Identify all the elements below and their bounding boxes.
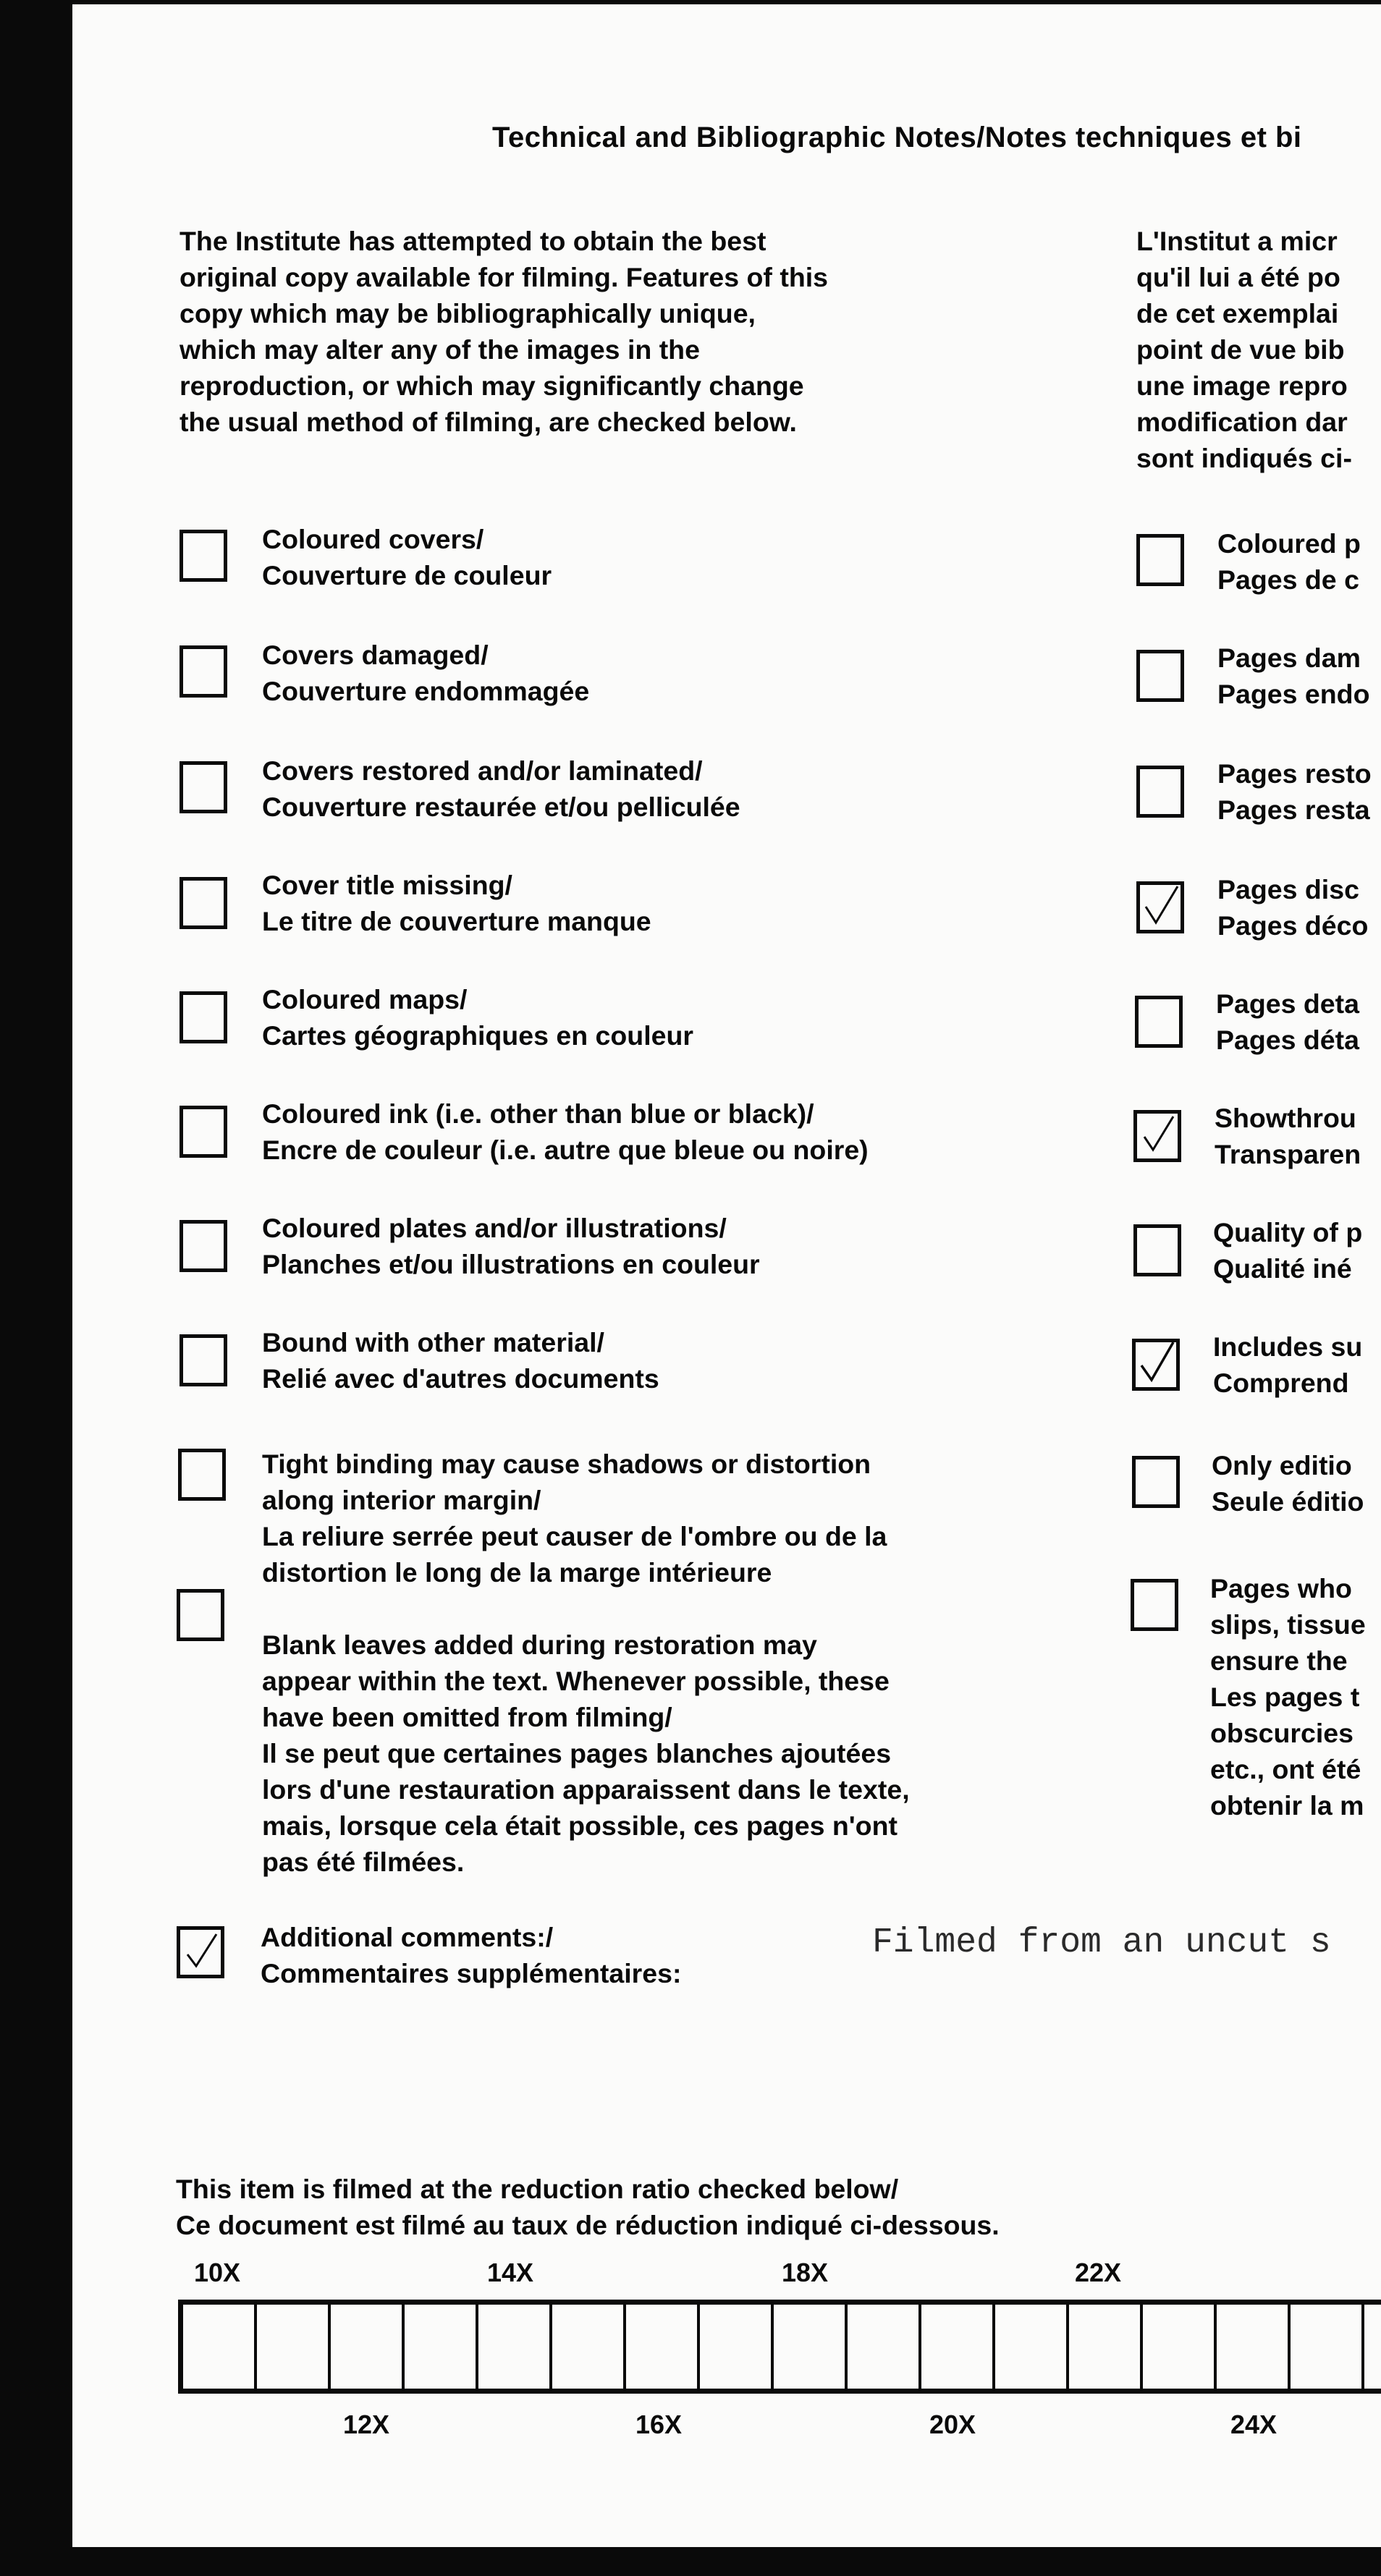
item-pages-damaged	[1217, 640, 1369, 712]
item-label-line: Cover title missing/	[262, 870, 512, 900]
item-label-line: Tight binding may cause shadows or distortion	[262, 1449, 871, 1479]
item-label-line: Il se peut que certaines pages blanches ajoutées	[262, 1738, 892, 1768]
ratio-cell[interactable]	[183, 2305, 257, 2389]
ratio-cell[interactable]	[552, 2305, 626, 2389]
intro-fr-line: modification dar	[1136, 407, 1348, 437]
item-cover-title-missing	[262, 867, 651, 939]
item-label-line: mais, lorsque cela était possible, ces pages n'ont	[262, 1810, 898, 1841]
ratio-cell[interactable]	[995, 2305, 1069, 2389]
ratio-label-10x: 10X	[194, 2258, 241, 2287]
intro-en-line: which may alter any of the images in the	[180, 334, 700, 365]
checkbox-coloured-ink[interactable]	[180, 1106, 227, 1158]
checkbox-blank-leaves[interactable]	[177, 1589, 224, 1641]
checkbox-only-edition[interactable]	[1132, 1456, 1180, 1508]
ratio-label-12x: 12X	[343, 2410, 390, 2439]
checkbox-coloured-maps[interactable]	[180, 991, 227, 1043]
item-label-line: pas été filmées.	[262, 1847, 465, 1877]
intro-fr-line: sont indiqués ci-	[1136, 443, 1352, 473]
item-label-line: Pages dam	[1217, 643, 1361, 673]
item-label-line: Pages endo	[1217, 679, 1370, 709]
item-additional-comments	[261, 1919, 681, 1991]
item-label-line: Covers damaged/	[262, 640, 489, 670]
item-label-line: Pages disc	[1217, 874, 1359, 904]
intro-fr-line: qu'il lui a été po	[1136, 262, 1340, 292]
item-label-line: Additional comments:/	[261, 1922, 554, 1952]
ratio-cell[interactable]	[1069, 2305, 1143, 2389]
checkbox-coloured-pages[interactable]	[1136, 534, 1184, 586]
intro-fr-line: point de vue bib	[1136, 334, 1345, 365]
checkbox-covers-damaged[interactable]	[180, 645, 227, 698]
item-label-line: Relié avec d'autres documents	[262, 1363, 659, 1394]
item-showthrough	[1215, 1100, 1361, 1172]
intro-fr-line: de cet exemplai	[1136, 298, 1339, 329]
item-covers-restored	[262, 753, 740, 825]
checkbox-cover-title-missing[interactable]	[180, 877, 227, 929]
ratio-cell[interactable]	[626, 2305, 700, 2389]
checkbox-pages-obscured[interactable]	[1131, 1579, 1178, 1631]
item-bound-with	[262, 1324, 659, 1397]
item-coloured-pages	[1217, 525, 1361, 598]
item-coloured-ink	[262, 1096, 869, 1168]
checkmark-icon	[1137, 1114, 1178, 1158]
item-label-line: Les pages t	[1210, 1682, 1360, 1712]
intro-french	[1136, 223, 1352, 476]
checkmark-icon	[180, 1930, 221, 1975]
intro-en-line: the usual method of filming, are checked below.	[180, 407, 797, 437]
item-blank-leaves	[262, 1627, 910, 1880]
item-label-line: Encre de couleur (i.e. autre que bleue ou noire)	[262, 1135, 869, 1165]
item-label-line: Pages de c	[1217, 564, 1359, 595]
checkmark-icon	[1136, 1342, 1176, 1387]
ratio-cell[interactable]	[921, 2305, 995, 2389]
ratio-label-14x: 14X	[487, 2258, 534, 2287]
item-quality-of-print	[1213, 1214, 1362, 1287]
ratio-cell[interactable]	[700, 2305, 774, 2389]
item-label-line: Pages deta	[1216, 988, 1360, 1019]
item-label-line: Pages resto	[1217, 758, 1372, 789]
ratio-cell[interactable]	[774, 2305, 848, 2389]
item-label-line: La reliure serrée peut causer de l'ombre ou de la	[262, 1521, 887, 1551]
item-label-line: Commentaires supplémentaires:	[261, 1958, 682, 1988]
item-pages-obscured	[1210, 1570, 1366, 1823]
item-coloured-plates	[262, 1210, 760, 1282]
item-pages-detached	[1216, 986, 1359, 1058]
checkbox-bound-with[interactable]	[180, 1334, 227, 1386]
item-label-line: Transparen	[1215, 1139, 1361, 1169]
item-label-line: slips, tissue	[1210, 1609, 1366, 1640]
item-label-line: Planches et/ou illustrations en couleur	[262, 1249, 760, 1279]
item-label-line: obtenir la m	[1210, 1790, 1364, 1821]
reduction-ratio-strip	[178, 2300, 1381, 2394]
ratio-cell[interactable]	[405, 2305, 478, 2389]
ratio-cell[interactable]	[257, 2305, 331, 2389]
item-pages-restored	[1217, 755, 1372, 828]
checkbox-showthrough[interactable]	[1133, 1110, 1181, 1162]
checkbox-covers-restored[interactable]	[180, 761, 227, 813]
ratio-cell[interactable]	[1291, 2305, 1364, 2389]
checkbox-pages-detached[interactable]	[1135, 996, 1183, 1048]
item-label-line: Pages who	[1210, 1573, 1352, 1603]
item-label-line: Pages resta	[1217, 795, 1370, 825]
item-label-line: lors d'une restauration apparaissent dans le texte,	[262, 1774, 910, 1805]
item-label-line: Includes su	[1213, 1331, 1363, 1362]
item-label-line: Coloured p	[1217, 528, 1361, 559]
item-label-line: Couverture endommagée	[262, 676, 590, 706]
item-label-line: Bound with other material/	[262, 1327, 604, 1357]
ratio-cell[interactable]	[1217, 2305, 1291, 2389]
ratio-cell[interactable]	[331, 2305, 405, 2389]
top-border	[72, 0, 1381, 4]
item-label-line: along interior margin/	[262, 1485, 541, 1515]
reduction-note	[176, 2171, 1000, 2243]
item-label-line: have been omitted from filming/	[262, 1702, 672, 1732]
item-label-line: etc., ont été	[1210, 1754, 1361, 1784]
item-label-line: Pages déta	[1216, 1025, 1360, 1055]
item-label-line: distortion le long de la marge intérieure	[262, 1557, 772, 1588]
item-label-line: Seule éditio	[1212, 1486, 1364, 1517]
intro-en-line: The Institute has attempted to obtain the best	[180, 226, 766, 256]
item-label-line: Only editio	[1212, 1450, 1352, 1480]
checkbox-pages-discoloured[interactable]	[1136, 881, 1184, 933]
item-label-line: appear within the text. Whenever possible, these	[262, 1666, 890, 1696]
item-tight-binding	[262, 1446, 887, 1590]
item-pages-discoloured	[1217, 871, 1368, 944]
item-label-line: Blank leaves added during restoration may	[262, 1630, 817, 1660]
ratio-label-18x: 18X	[782, 2258, 829, 2287]
item-label-line: obscurcies	[1210, 1718, 1354, 1748]
item-label-line: Coloured maps/	[262, 984, 468, 1014]
checkbox-quality-of-print[interactable]	[1133, 1224, 1181, 1276]
ratio-label-20x: 20X	[929, 2410, 976, 2439]
item-covers-damaged	[262, 637, 589, 709]
checkbox-tight-binding[interactable]	[178, 1449, 226, 1501]
item-label-line: Coloured ink (i.e. other than blue or black)/	[262, 1098, 814, 1129]
intro-en-line: copy which may be bibliographically unique,	[180, 298, 756, 329]
item-label-line: Comprend	[1213, 1368, 1349, 1398]
item-label-line: Le titre de couverture manque	[262, 906, 651, 936]
item-label-line: Qualité iné	[1213, 1253, 1352, 1284]
item-label-line: Showthrou	[1215, 1103, 1356, 1133]
reduction-note-line: This item is filmed at the reduction ratio checked below/	[176, 2174, 899, 2204]
item-only-edition	[1212, 1447, 1364, 1520]
ratio-label-16x: 16X	[635, 2410, 683, 2439]
comment-typed-text: Filmed from an uncut s	[872, 1923, 1331, 1962]
intro-english	[180, 223, 828, 440]
item-label-line: Quality of p	[1213, 1217, 1363, 1247]
checkbox-pages-damaged[interactable]	[1136, 650, 1184, 702]
item-label-line: Couverture de couleur	[262, 560, 552, 590]
item-label-line: Pages déco	[1217, 910, 1369, 941]
ratio-cell[interactable]	[478, 2305, 552, 2389]
checkbox-includes-supplementary[interactable]	[1132, 1339, 1180, 1391]
checkmark-icon	[1140, 885, 1181, 930]
item-coloured-maps	[262, 981, 693, 1054]
checkbox-additional-comments[interactable]	[177, 1926, 224, 1978]
checkbox-pages-restored[interactable]	[1136, 766, 1184, 818]
intro-en-line: reproduction, or which may significantly change	[180, 370, 804, 401]
ratio-label-24x: 24X	[1230, 2410, 1277, 2439]
ratio-cell[interactable]	[848, 2305, 921, 2389]
page-title: Technical and Bibliographic Notes/Notes techniques et bi	[492, 122, 1302, 153]
intro-fr-line: L'Institut a micr	[1136, 226, 1338, 256]
intro-en-line: original copy available for filming. Features of this	[180, 262, 829, 292]
ratio-label-22x: 22X	[1075, 2258, 1122, 2287]
item-label-line: Covers restored and/or laminated/	[262, 755, 703, 786]
item-label-line: Cartes géographiques en couleur	[262, 1020, 693, 1051]
checkbox-coloured-covers[interactable]	[180, 530, 227, 582]
item-includes-supplementary	[1213, 1329, 1362, 1401]
item-label-line: Couverture restaurée et/ou pelliculée	[262, 792, 740, 822]
item-label-line: ensure the	[1210, 1645, 1348, 1676]
reduction-note-line: Ce document est filmé au taux de réduction indiqué ci-dessous.	[176, 2210, 1000, 2240]
item-label-line: Coloured plates and/or illustrations/	[262, 1213, 727, 1243]
item-label-line: Coloured covers/	[262, 524, 484, 554]
intro-fr-line: une image repro	[1136, 370, 1348, 401]
item-coloured-covers	[262, 521, 552, 593]
checkbox-coloured-plates[interactable]	[180, 1220, 227, 1272]
ratio-cell[interactable]	[1143, 2305, 1217, 2389]
